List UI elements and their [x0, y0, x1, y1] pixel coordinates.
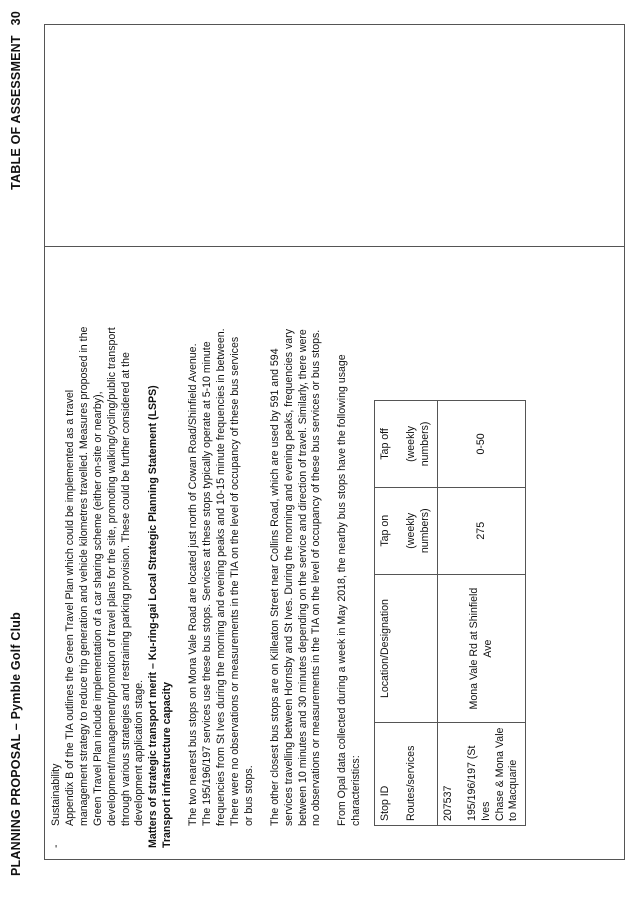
text-line: From Opal data collected during a week in May 2018, the nearby bus stops have the following usage: [336, 354, 349, 826]
text-line: characteristics:: [350, 755, 363, 826]
sustainability-paragraph: [64, 296, 147, 826]
bullet-dash: -: [50, 844, 62, 848]
section-title: TABLE OF ASSESSMENT: [9, 35, 23, 190]
header-routes: Routes/services: [405, 745, 418, 821]
header-location: Location/Designation: [375, 574, 438, 723]
text-line: The two nearest bus stops on Mona Vale Road are located just north of Cowan Road/Shinfield Avenue.: [187, 343, 200, 826]
table-row: [437, 401, 526, 826]
text-line: Appendix B of the TIA outlines the Green Travel Plan which could be implemented as a travel: [63, 389, 76, 826]
location-line: Ave: [481, 639, 494, 658]
cell-tap-off: 0-50: [437, 401, 526, 488]
header-stop-id: Stop ID: [379, 785, 392, 821]
bus-stop-usage-table: [374, 400, 526, 826]
page-number: 30: [9, 11, 23, 26]
text-line: no observations or measurements in the TIA on the level of occupancy of these bus services or bus stops.: [310, 329, 323, 826]
text-line: Green Travel Plan include implementation of a car sharing scheme (either on-site or nearby),: [91, 391, 104, 826]
text-line: management strategy to reduce trip generation and vehicle kilometres travelled. Measures proposed in the: [77, 326, 90, 826]
transport-capacity-heading: Transport infrastructure capacity: [161, 681, 174, 848]
header-tap-off-sub: (weekly numbers): [405, 421, 431, 467]
document-header-title: PLANNING PROPOSAL – Pymble Golf Club: [9, 612, 23, 876]
opal-data-paragraph: [336, 296, 364, 826]
routes-line: 195/196/197 (St Ives: [465, 745, 492, 821]
text-line: frequencies from St Ives during the morning and evening peaks and 10-15 minute frequencies in between.: [214, 328, 227, 826]
text-line: The other closest bus stops are on Killeaton Street near Collins Road, which are used by 591 and 594: [268, 348, 281, 826]
header-tap-on: Tap on: [379, 514, 392, 547]
sustainability-title: Sustainability: [50, 763, 62, 826]
text-line: through various strategies and restraining parking provision. These could be further considered at the: [119, 352, 132, 826]
cell-location: [437, 574, 526, 723]
sustainability-bullet: [50, 296, 64, 848]
text-line: between 10 minutes and 30 minutes depending on the service and direction of travel. Similarly, there were: [296, 329, 309, 826]
nearest-bus-stops-paragraph: [187, 296, 257, 826]
strategic-merit-heading: Matters of strategic transport merit – Ku-ring-gai Local Strategic Planning Statement (LSPS): [147, 385, 160, 848]
assessment-content: [50, 296, 526, 848]
text-line: development application stage.: [133, 679, 146, 826]
other-bus-stops-paragraph: [269, 296, 325, 826]
stop-id-value: 207537: [441, 785, 454, 821]
cell-tap-on: 275: [437, 487, 526, 574]
routes-line: to Macquarie: [507, 759, 520, 821]
text-line: development/management/promotion of travel plans for the site, promoting walking/cycling/public transport: [105, 327, 118, 826]
header-cell-tap-off: [375, 401, 438, 488]
routes-line: Chase & Mona Vale: [493, 727, 506, 821]
column-divider: [45, 246, 624, 247]
location-line: Mona Vale Rd at Shinfield: [467, 587, 480, 710]
text-line: or bus stops.: [242, 765, 255, 826]
text-line: There were no observations or measurements in the TIA on the level of occupancy of these bus services: [228, 336, 241, 826]
header-tap-on-sub: (weekly numbers): [405, 508, 431, 554]
document-header-right: [9, 11, 23, 190]
table-header-row: [375, 401, 438, 826]
text-line: The 195/196/197 services use these bus stops. Services at these stops typically operate at 5-10 minute: [201, 341, 214, 826]
header-cell-stop: [375, 723, 438, 826]
text-line: services travelling between Hornsby and St Ives. During the morning and evening peaks, frequencies vary: [282, 329, 295, 826]
header-tap-off: Tap off: [379, 428, 392, 460]
cell-stop: [437, 723, 526, 826]
header-cell-tap-on: [375, 487, 438, 574]
